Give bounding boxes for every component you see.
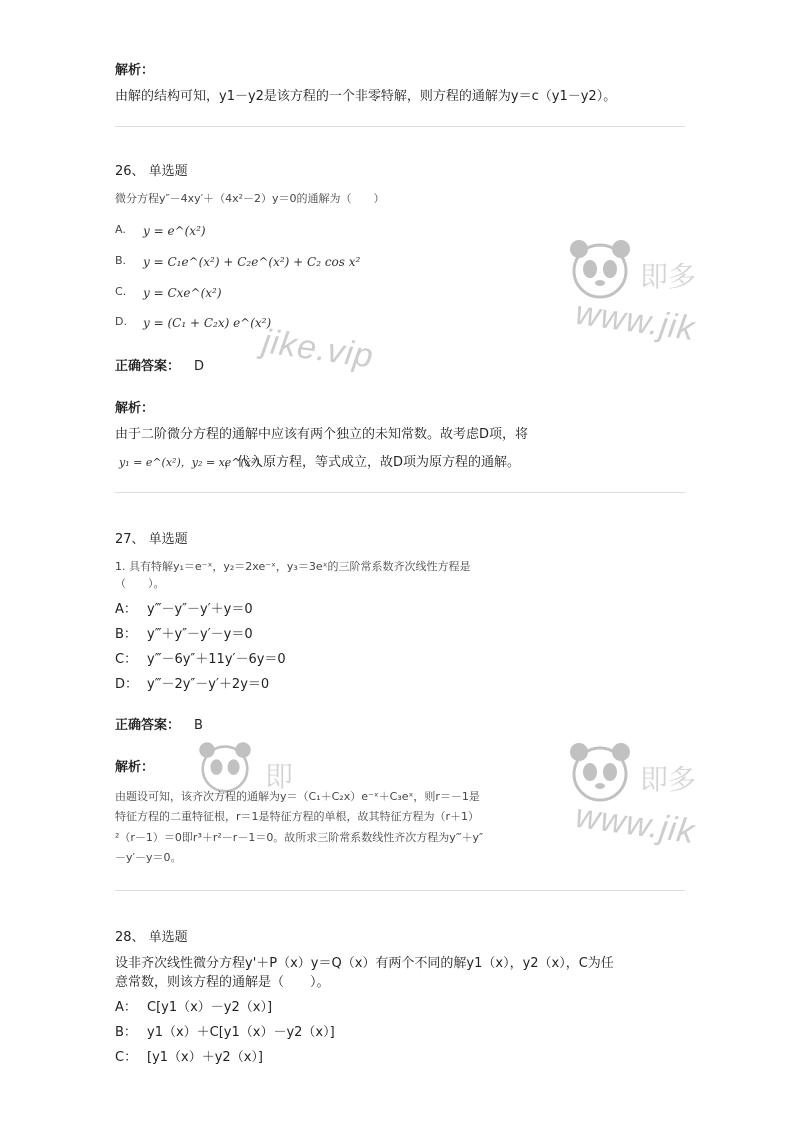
option-label: B： xyxy=(115,1025,137,1040)
option-expr: y = Cxe^(x²) xyxy=(143,286,222,300)
analysis-label: 解析： xyxy=(115,401,155,416)
option-text: y1（x）＋C[y1（x）－y2（x）] xyxy=(147,1025,335,1040)
option-text: y‴－6y″＋11y′－6y＝0 xyxy=(147,652,286,667)
panda-watermark-icon xyxy=(565,235,635,305)
divider xyxy=(115,492,685,493)
divider xyxy=(115,126,685,127)
option-label: A： xyxy=(115,1000,137,1015)
watermark-url-2: jike.vip xyxy=(259,322,377,376)
watermark-url-1: www.jik xyxy=(573,293,698,349)
option-label: B. xyxy=(115,254,127,267)
option-text: y‴＋y″－y′－y＝0 xyxy=(147,627,253,642)
option-label: C： xyxy=(115,1050,138,1065)
question-stem: 1. 具有特解y₁＝e⁻ˣ，y₂＝2xe⁻ˣ，y₃＝3eˣ的三阶常系数齐次线性方程是 xyxy=(115,560,471,573)
option-expr: y = e^(x²) xyxy=(143,224,206,238)
option-text: [y1（x）＋y2（x）] xyxy=(147,1050,263,1065)
watermark-cn-1: 即多 xyxy=(640,260,697,293)
option-label: C： xyxy=(115,652,138,667)
option-text: y‴－y″－y′＋y＝0 xyxy=(147,602,253,617)
answer-label: 正确答案： xyxy=(115,718,181,733)
option-label: D： xyxy=(115,677,139,692)
question-stem: 设非齐次线性微分方程y'＋P（x）y＝Q（x）有两个不同的解y1（x），y2（x），C为任 xyxy=(115,956,614,971)
option-label: A. xyxy=(115,223,126,236)
analysis-text: ，代入原方程，等式成立，故D项为原方程的通解。 xyxy=(224,455,521,470)
analysis-label: 解析： xyxy=(115,63,155,78)
option-label: B： xyxy=(115,627,137,642)
option-label: D. xyxy=(115,315,127,328)
option-expr: y = (C₁ + C₂x) e^(x²) xyxy=(143,316,272,330)
divider xyxy=(115,890,685,891)
answer-value: D xyxy=(194,359,205,374)
answer-label: 正确答案： xyxy=(115,359,181,374)
option-label: A： xyxy=(115,602,137,617)
option-text: C[y1（x）－y2（x）] xyxy=(147,1000,273,1015)
analysis-text: 由于二阶微分方程的通解中应该有两个独立的未知常数。故考虑D项，将 xyxy=(115,427,529,442)
analysis-label: 解析： xyxy=(115,760,155,775)
analysis-math: y₁ = e^(x²)，y₂ = xe^(x²) xyxy=(119,456,260,469)
analysis-text: 由解的结构可知，y1－y2是该方程的一个非零特解，则方程的通解为y＝c（y1－y2）。 xyxy=(115,89,617,104)
watermark-cn-2: 即 xyxy=(265,760,294,793)
analysis-text: 由题设可知，该齐次方程的通解为y＝（C₁＋C₂x）e⁻ˣ＋C₃eˣ，则r＝－1是 xyxy=(115,790,480,803)
option-text: y‴－2y″－y′＋2y＝0 xyxy=(147,677,270,692)
question-stem: （ ）。 xyxy=(115,577,165,590)
question-header: 27、 单选题 xyxy=(115,532,188,547)
question-stem: 微分方程y″－4xy′＋（4x²－2）y＝0的通解为（ ） xyxy=(115,192,385,205)
watermark-cn-3: 即多 xyxy=(640,763,697,796)
question-stem: 意常数，则该方程的通解是（ ）。 xyxy=(115,975,330,990)
option-expr: y = C₁e^(x²) + C₂e^(x²) + C₂ cos x² xyxy=(143,255,361,269)
question-header: 26、 单选题 xyxy=(115,164,188,179)
analysis-text: 特征方程的二重特征根，r＝1是特征方程的单根，故其特征方程为（r＋1） xyxy=(115,810,480,823)
analysis-text: －y′－y＝0。 xyxy=(115,851,182,864)
panda-watermark-icon xyxy=(565,738,635,808)
analysis-text: ²（r－1）＝0即r³＋r²－r－1＝0。故所求三阶常系数线性齐次方程为y‴＋y″ xyxy=(115,831,484,844)
answer-value: B xyxy=(194,718,203,733)
option-label: C. xyxy=(115,285,127,298)
watermark-url-3: www.jik xyxy=(573,796,698,852)
question-header: 28、 单选题 xyxy=(115,930,188,945)
